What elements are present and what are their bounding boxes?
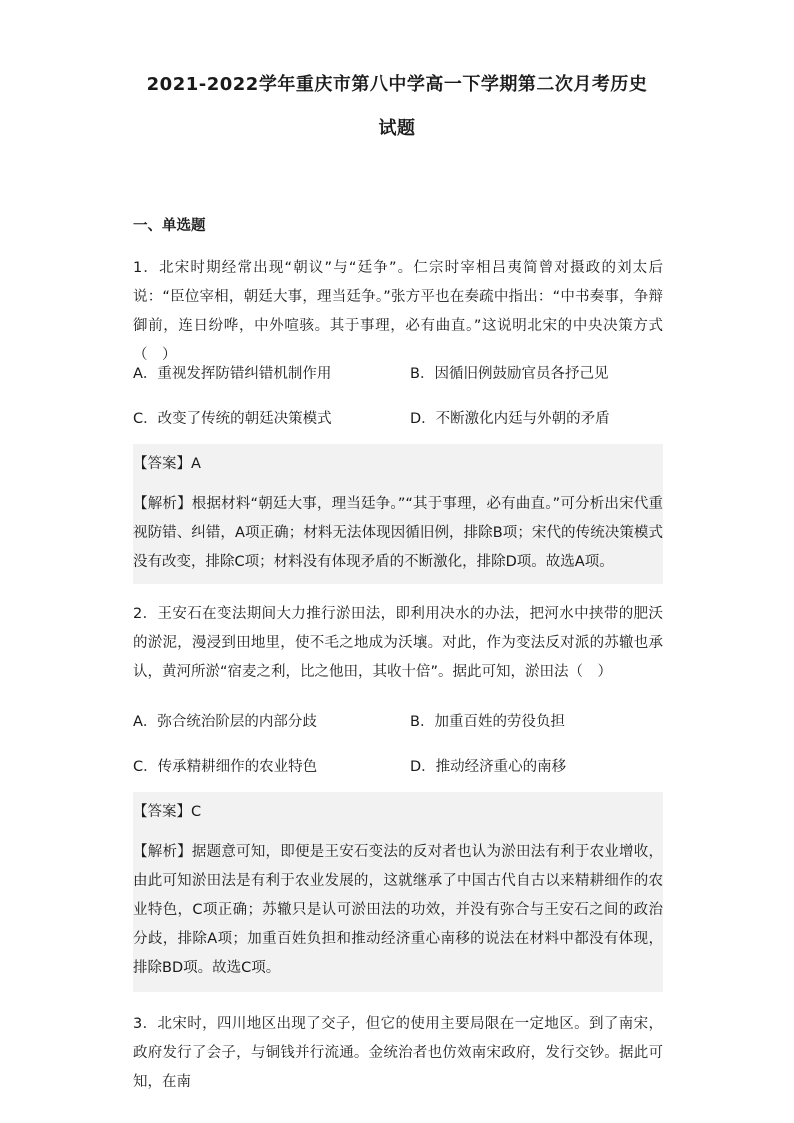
q1-option-a: A．重视发挥防错纠错机制作用: [133, 366, 332, 382]
q2-option-d: D．推动经济重心的南移: [410, 759, 567, 775]
section-heading: 一、单选题: [133, 218, 206, 234]
q1-option-c: C．改变了传统的朝廷决策模式: [133, 411, 332, 427]
q1-answer: 【答案】A: [133, 456, 201, 472]
q2-option-a: A．弥合统治阶层的内部分歧: [133, 714, 317, 730]
q2-option-c: C．传承精耕细作的农业特色: [133, 759, 318, 775]
question-1-text: 1．北宋时期经常出现“朝议”与“廷争”。仁宗时宰相吕夷简曾对摄政的刘太后说：“臣位宰相，朝廷大事，理当廷争。”张方平也在奏疏中指出：“中书奏事，争辩御前，连日纷哗，中外喧骇。其于事理，必有曲直。”这说明北宋的中央决策方式（ ）: [133, 260, 663, 363]
q1-analysis: 【解析】根据材料“朝廷大事，理当廷争。”“其于事理，必有曲直。”可分析出宋代重视防错、纠错，A项正确；材料无法体现因循旧例，排除B项；宋代的传统决策模式没有改变，排除C项；材料没有体现矛盾的不断激化，排除D项。故选A项。: [133, 496, 663, 570]
question-3-text: 3．北宋时，四川地区出现了交子，但它的使用主要局限在一定地区。到了南宋，政府发行了会子，与铜钱并行流通。金统治者也仿效南宋政府，发行交钞。据此可知，在南: [133, 1016, 663, 1090]
q2-answer: 【答案】C: [133, 804, 202, 820]
question-1-answer-box: [133, 444, 663, 584]
q2-option-b: B．加重百姓的劳役负担: [410, 714, 565, 730]
document-title-line2: 试题: [378, 118, 416, 139]
question-2-answer-box: [133, 792, 663, 992]
q1-option-d: D．不断激化内廷与外朝的矛盾: [410, 411, 610, 427]
document-title-line1: 2021-2022学年重庆市第八中学高一下学期第二次月考历史: [146, 74, 648, 95]
question-2-text: 2．王安石在变法期间大力推行淤田法，即利用决水的办法，把河水中挟带的肥沃的淤泥，漫浸到田地里，使不毛之地成为沃壤。对此，作为变法反对派的苏辙也承认，黄河所淤“宿麦之利，比之他田，其收十倍”。据此可知，淤田法（ ）: [133, 606, 663, 680]
q1-option-b: B．因循旧例鼓励官员各抒己见: [410, 366, 609, 382]
q2-analysis: 【解析】据题意可知，即便是王安石变法的反对者也认为淤田法有利于农业增收，由此可知淤田法是有利于农业发展的，这就继承了中国古代自古以来精耕细作的农业特色，C项正确；苏辙只是认可淤田法的功效，并没有弥合与王安石之间的政治分歧，排除A项；加重百姓负担和推动经济重心南移的说法在材料中都没有体现，排除BD项。故选C项。: [133, 844, 663, 976]
